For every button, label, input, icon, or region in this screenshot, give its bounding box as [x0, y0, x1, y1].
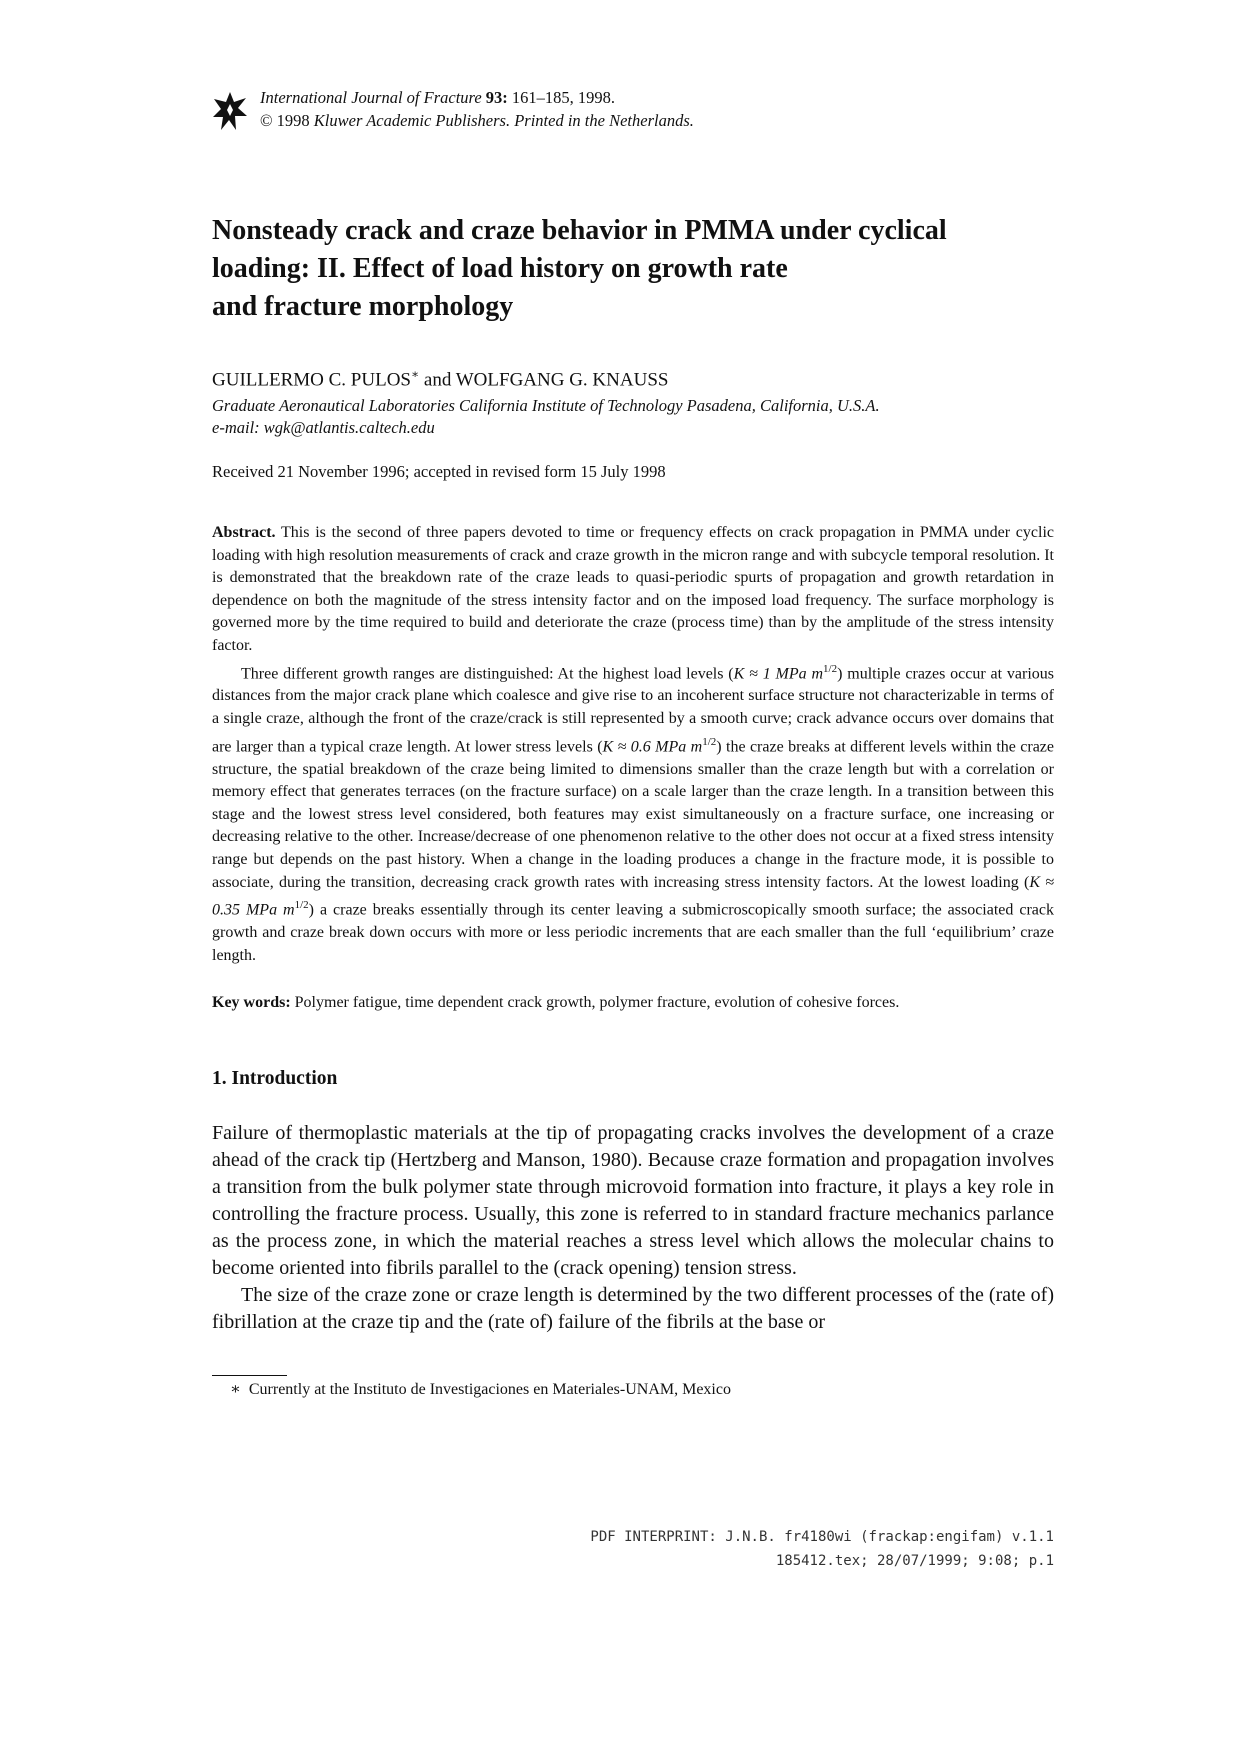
- paper-title: [212, 212, 1072, 326]
- abstract-paragraph-2: [212, 658, 1054, 968]
- publisher-logo-icon: [212, 90, 248, 132]
- abstract-text-2a: Three different growth ranges are distinguished: At the highest load levels (: [241, 664, 734, 682]
- copyright-icon: ©: [260, 111, 273, 130]
- pdf-imprint: [590, 1525, 1054, 1573]
- journal-citation: [260, 87, 615, 109]
- keywords: [212, 994, 1054, 1012]
- k-value-3: K ≈ 0.35 MPa m: [212, 873, 1055, 919]
- intro-paragraph-1: Failure of thermoplastic materials at the tip of propagating cracks involves the development of a craze ahead of the crack tip (Hertzberg and Manson, 1980). Because craze formation and propagation involves a transition from the bulk polymer state through microvoid formation into fracture, it plays a key role in controlling the fracture process. Usually, this zone is referred to in standard fracture mechanics parlance as the process zone, in which the material reaches a stress level which allows the molecular chains to become oriented into fibrils parallel to the (crack opening) tension stress.: [212, 1122, 1054, 1279]
- author-footnote-mark: ∗: [410, 367, 420, 381]
- k-value-2: K ≈ 0.6 MPa m: [602, 738, 703, 755]
- copyright-year: 1998: [276, 111, 310, 130]
- abstract-text-1: This is the second of three papers devoted to time or frequency effects on crack propagation in PMMA under cyclic loading with high resolution measurements of crack and craze growth in the micron range and with subcycle temporal resolution. It is demonstrated that the breakdown rate of the craze leads to quasi-periodic spurts of propagation and growth retardation in dependence on both the magnitude of the stress intensity factor and on the imposed load frequency. The surface morphology is governed more by the time required to build and deteriorate the craze (process time) than by the amplitude of the stress intensity factor.: [212, 524, 1055, 654]
- footnote: [230, 1379, 731, 1399]
- received-dates: Received 21 November 1996; accepted in revised form 15 July 1998: [212, 462, 666, 481]
- footnote-divider: [212, 1375, 287, 1376]
- title-line-2: loading: II. Effect of load history on growth rate: [212, 253, 788, 284]
- footnote-mark: ∗: [230, 1381, 241, 1398]
- exponent-2: 1/2: [702, 735, 717, 748]
- journal-volume: 93:: [485, 88, 508, 107]
- title-line-1: Nonsteady crack and craze behavior in PMMA under cyclical: [212, 215, 947, 246]
- abstract-text-2c: ) the craze breaks at different levels within the craze structure, the spatial breakdown of the craze being limited to dimensions smaller than the craze length but with a correlation or memory effect that generates terraces (on the fracture surface) on a scale larger than the craze length. In a transition between this stage and the lowest stress level considered, both features may exist simultaneously on a fracture surface, one increasing or decreasing relative to the other. Increase/decrease of one phenomenon relative to the other does not occur at a fixed stress intensity range but depends on the past history. When a change in the loading produces a change in the fracture mode, it is possible to associate, during the transition, decreasing crack growth rates with increasing stress intensity factors. At the lowest loading (: [212, 738, 1055, 891]
- journal-copyright: [260, 110, 694, 132]
- k-value-1: K ≈ 1 MPa m: [733, 664, 824, 682]
- author-knauss: WOLFGANG G. KNAUSS: [455, 369, 669, 391]
- introduction-body: [212, 1120, 1054, 1336]
- journal-name: International Journal of Fracture: [260, 88, 482, 107]
- exponent-3: 1/2: [294, 899, 309, 912]
- author-affiliation: Graduate Aeronautical Laboratories California Institute of Technology Pasadena, California, U.S.A.: [212, 396, 880, 415]
- author-pulos: GUILLERMO C. PULOS: [212, 369, 411, 391]
- abstract-text-2b: ) multiple crazes occur at various distances from the major crack plane which coalesce and give rise to an incoherent surface structure not characterizable in terms of a single craze, although the front of the craze/crack is still represented by a smooth curve; crack advance occurs over domains that are larger than a typical craze length. At lower stress levels (: [212, 664, 1055, 755]
- abstract-text-2d: ) a craze breaks essentially through its center leaving a submicroscopically smooth surface; the associated crack growth and craze break down occurs with more or less periodic increments that are each smaller than the full ‘equilibrium’ craze length.: [212, 901, 1055, 964]
- author-joiner: and: [423, 369, 452, 391]
- intro-paragraph-2: The size of the craze zone or craze length is determined by the two different processes of the (rate of) fibrillation at the craze tip and the (rate of) failure of the fibrils at the base or: [212, 1284, 1054, 1333]
- section-heading-introduction: 1. Introduction: [212, 1068, 338, 1089]
- author-list: [212, 367, 668, 391]
- imprint-line-2: 185412.tex; 28/07/1999; 9:08; p.1: [775, 1553, 1054, 1569]
- exponent-1: 1/2: [823, 662, 838, 675]
- journal-pages-year: 161–185, 1998.: [511, 88, 616, 107]
- abstract-label: Abstract.: [212, 524, 276, 541]
- abstract-paragraph-1: [212, 522, 1054, 658]
- imprint-line-1: PDF INTERPRINT: J.N.B. fr4180wi (frackap:engifam) v.1.1: [590, 1529, 1054, 1545]
- footnote-text: Currently at the Instituto de Investigaciones en Materiales-UNAM, Mexico: [248, 1381, 731, 1398]
- author-email: e-mail: wgk@atlantis.caltech.edu: [212, 418, 435, 437]
- abstract: [212, 522, 1054, 967]
- keywords-label: Key words:: [212, 994, 291, 1011]
- keywords-text: Polymer fatigue, time dependent crack growth, polymer fracture, evolution of cohesive forces.: [294, 994, 900, 1011]
- title-line-3: and fracture morphology: [212, 291, 514, 322]
- publisher-name: Kluwer Academic Publishers. Printed in the Netherlands.: [313, 111, 694, 130]
